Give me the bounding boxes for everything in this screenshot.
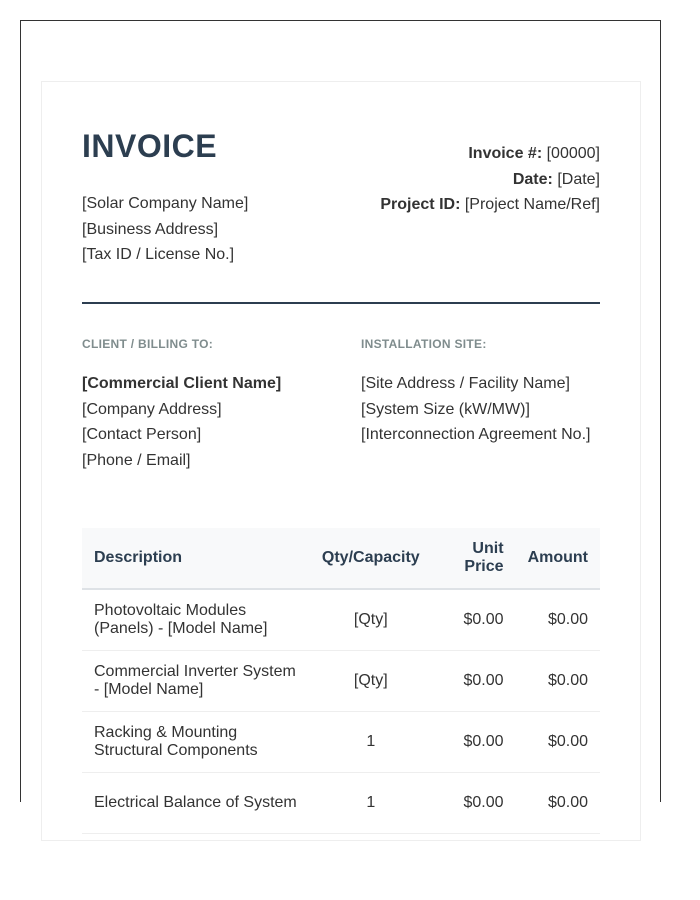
- row-qty: 1: [309, 773, 433, 834]
- invoice-number-value: [00000]: [546, 145, 600, 162]
- invoice-date-row: [380, 167, 600, 193]
- site-section-label: INSTALLATION SITE:: [361, 337, 487, 351]
- row-description: Commercial Inverter System - [Model Name]: [82, 651, 309, 712]
- client-name: [Commercial Client Name]: [82, 375, 282, 392]
- row-qty: 1: [309, 712, 433, 773]
- table-row: [82, 589, 600, 651]
- project-id-value: [Project Name/Ref]: [464, 196, 600, 213]
- document-viewport: [20, 20, 661, 811]
- row-unit-price: $0.00: [433, 712, 516, 773]
- company-info: [82, 191, 248, 268]
- invoice-date-label: Date:: [512, 170, 553, 188]
- invoice-number-label: Invoice #:: [468, 145, 543, 162]
- row-qty: [Qty]: [309, 651, 433, 712]
- row-amount: $0.00: [516, 651, 600, 712]
- row-unit-price: $0.00: [433, 589, 516, 651]
- invoice-title: INVOICE: [82, 128, 218, 164]
- client-address: [Company Address]: [82, 400, 222, 418]
- row-description: Electrical Balance of System: [82, 773, 309, 834]
- site-system-size: [System Size (kW/MW)]: [361, 400, 530, 418]
- table-row: [82, 651, 600, 712]
- invoice-meta: [380, 141, 600, 218]
- project-id-label: Project ID:: [380, 196, 461, 213]
- client-section-label: CLIENT / BILLING TO:: [82, 337, 214, 351]
- table-row: [82, 773, 600, 834]
- site-address: [Site Address / Facility Name]: [361, 375, 570, 392]
- header-qty: Qty/Capacity: [309, 528, 433, 589]
- row-amount: $0.00: [516, 712, 600, 773]
- invoice-number-row: [380, 141, 600, 167]
- company-tax-id: [Tax ID / License No.]: [82, 246, 235, 263]
- site-info: [361, 371, 590, 448]
- header-unit-price: Unit Price: [433, 528, 516, 589]
- row-amount: $0.00: [516, 589, 600, 651]
- client-phone-email: [Phone / Email]: [82, 451, 191, 469]
- project-id-row: [380, 192, 600, 218]
- company-address: [Business Address]: [82, 220, 219, 238]
- header-amount: Amount: [516, 528, 600, 589]
- invoice-date-value: [Date]: [557, 170, 600, 188]
- header-divider: [82, 302, 600, 304]
- table-header-row: [82, 528, 600, 589]
- row-description: Photovoltaic Modules (Panels) - [Model Name]: [82, 589, 309, 651]
- row-unit-price: $0.00: [433, 773, 516, 834]
- row-qty: [Qty]: [309, 589, 433, 651]
- line-items-table: [82, 528, 600, 834]
- row-description: Racking & Mounting Structural Components: [82, 712, 309, 773]
- header-description: Description: [82, 528, 309, 589]
- table-row: [82, 712, 600, 773]
- row-unit-price: $0.00: [433, 651, 516, 712]
- site-interconnection: [Interconnection Agreement No.]: [361, 426, 591, 443]
- client-info: [82, 371, 281, 473]
- row-amount: $0.00: [516, 773, 600, 834]
- company-name: [Solar Company Name]: [82, 195, 249, 212]
- client-contact: [Contact Person]: [82, 426, 202, 443]
